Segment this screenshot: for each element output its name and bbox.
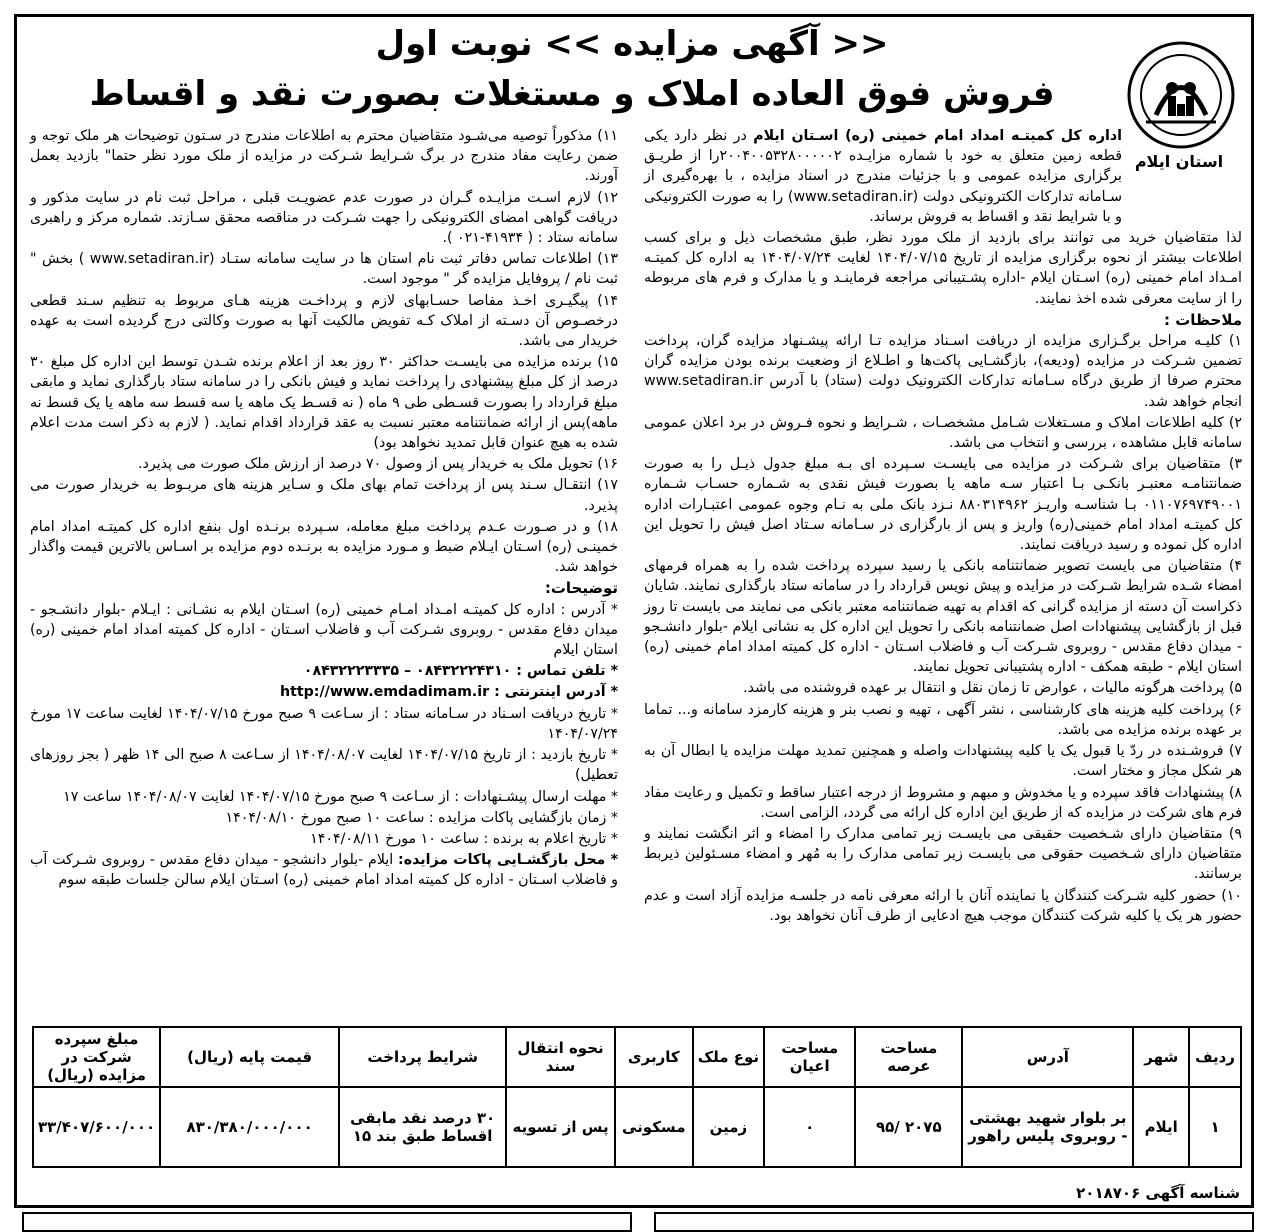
- web-label: * آدرس اینترنتی :: [494, 684, 618, 701]
- note-item: ۱۶) تحویل ملک به خریدار پس از وصول ۷۰ درصد از ارزش ملک صورت می پذیرد.: [138, 456, 618, 473]
- address-line: * آدرس : اداره کل کمیتـه امـداد امـام خمینی (ره) اسـتان ایلام به نشـانی : ایـلام -بلوار دانشـجو - میدان دفاع مقدس - روبروی شـرکت آب و فاضلاب اسـتان - اداره کل کمیته امداد امام خمینی (ره) استان ایلام: [30, 601, 618, 659]
- table-header-row: [33, 1027, 1241, 1087]
- opening-line: [30, 850, 618, 890]
- note-item: ۱) کلیـه مراحل برگـزاری مزایده از دریافت اسـناد مزایده تـا ارائه پیشـنهاد مزایده گران، پرداخت تضمین شـرکت در مزایده (ودیعه)، بازگشـایی پاکت‌ها و اطـلاع از وضعیت برنده بودن مزایده گران محترم صرفا از طریق درگاه سـامانه تدارکات الکترونیک دولت (ستاد) با آدرس www.setadiran.ir انجام خواهد شد.: [644, 333, 1242, 410]
- table-header-cell: آدرس: [962, 1027, 1133, 1087]
- table-cell: ۲۰۷۵ /۹۵: [855, 1087, 962, 1167]
- next-ad-frames: [14, 1212, 1254, 1221]
- table-cell: زمین: [693, 1087, 764, 1167]
- next-ad-frame-right: [654, 1212, 1254, 1232]
- ad-id: شناسه آگهی ۲۰۱۸۷۰۶: [1076, 1184, 1240, 1202]
- note-item: ۱۷) انتقـال سـند پس از پرداخت تمام بهای ملک و سـایر هزینه های مربـوط به خریدار صورت می پذیرد.: [30, 477, 618, 514]
- note-item: ۴) متقاضیان می بایست تصویر ضمانتنامه بانکی یا رسید سپرده پرداخت شده را به همراه فرمهای امضاء شـده شرایط شـرکت در مزایده و پیش نویس قرارداد را در سامانه ستاد بارگذاری نمایند. شایان ذکراست آن دسته از مزایده گرانی که اقدام به تهیه ضمانتنامه معتبر بانکی می نمایند می بایست تا روز قبل از بازگشایی پیشنهادات اصل ضمانتنامه بانکی را تحویل این اداره کل به نشانی ایلام -بلوار دانشـجو - میدان دفاع مقدس - روبروی شـرکت آب و فاضلاب اسـتان - اداره کل کمیته امداد امام خمینی (ره) استان ایلام - طبقه همکف - اداره پشتیبانی تحویل نمایند.: [644, 558, 1242, 676]
- note-item: ۷) فروشـنده در ردّ یا قبول یک یا کلیه پیشنهادات واصله و همچنین تمدید مهلت مزایده یا ابطال آن به هر شکل مجاز و مختار است.: [644, 743, 1242, 780]
- date-line: * مهلت ارسال پیشـنهادات : از سـاعت ۹ صبح مورخ ۱۴۰۴/۰۷/۱۵ لغایت ۱۴۰۴/۰۸/۰۷ ساعت ۱۷: [63, 788, 618, 805]
- property-table: [32, 1026, 1242, 1168]
- note-item: ۵) پرداخت هرگونه مالیات ، عوارض تا زمان نقل و انتقال بر عهده فروشنده می باشد.: [743, 680, 1242, 697]
- note-item: ۱۸) و در صـورت عـدم پرداخت مبلغ معامله، سـپرده برنـده اول بنفع اداره کل کمیتـه امداد امام خمینـی (ره) اسـتان ایـلام ضبط و مـورد مزایده به برنـده دوم مزایده بر اسـاس بالاترین قیمت واگذار خواهد شد.: [30, 518, 618, 576]
- next-ad-frame-left: [22, 1212, 632, 1232]
- table-header-cell: شهر: [1133, 1027, 1189, 1087]
- table-cell: ۳۰ درصد نقد مابقی اقساط طبق بند ۱۵: [339, 1087, 506, 1167]
- note-item: ۶) پرداخت کلیه هزینه های کارشناسی ، نشر آگهی ، تهیه و نصب بنر و هزینه کارمزد سامانه و... تماما بر عهده برنده مزایده می باشد.: [644, 701, 1242, 738]
- notes-title: ملاحظات :: [1163, 310, 1242, 329]
- table-cell: ۸۳۰/۳۸۰/۰۰۰/۰۰۰: [160, 1087, 339, 1167]
- table-header-cell: قیمت پایه (ریال): [160, 1027, 339, 1087]
- note-item: ۳) متقاضیان برای شـرکت در مزایده می بایسـت سـپرده ای بـه مبلغ جدول ذیـل را به صورت ضمانتنامـه معتبـر بانکـی بـا اعتبار سـه ماهه یا بصورت فیش نقدی به شـماره حسـاب شـماره ۰۱۱۰۷۶۹۷۴۹۰۰۱ بـا شناسـه واریـز ۸۸۰۳۱۴۹۶۲ نـزد بانک ملی به نـام وجوه عمومی اعتبـارات اداره کل کمیتـه امداد امام خمینی(ره) واریز و پس از بارگزاری در سـامانه سـتاد اصل فیش را تحویل این اداره کل نموده و رسید دریافت نمایند.: [644, 456, 1243, 554]
- date-line: * تاریخ دریافت اسـناد در سـامانه ستاد : از سـاعت ۹ صبح مورخ ۱۴۰۴/۰۷/۱۵ لغایت ساعت ۱۷ مورخ ۱۴۰۴/۰۷/۲۴: [30, 705, 618, 742]
- headline-title: << آگهی مزایده >> نوبت اول: [375, 24, 889, 64]
- table-header-cell: ردیف: [1189, 1027, 1241, 1087]
- table-cell: ۳۳/۴۰۷/۶۰۰/۰۰۰: [33, 1087, 160, 1167]
- table-header-cell: کاربری: [615, 1027, 693, 1087]
- intro-text: در نظر دارد یکی قطعه زمین متعلق به خود با شماره مزایـده ۲۰۰۴۰۰۵۳۲۸۰۰۰۰۰۲را از طریـق برگزاری مزایده عمومی و با جزئیات مندرج در اسناد مزایده ، با بهره‌گیری از سـامانه تدارکات الکترونیکی دولت (www.setadiran.ir) را به صورت الکترونیکی و با شرایط نقد و اقساط به فروش برساند.: [644, 128, 1123, 225]
- intro-org: اداره کل کمیتـه امداد امام خمینی (ره) اسـتان ایلام: [753, 128, 1122, 144]
- headline-subtitle: فروش فوق العاده املاک و مستغلات بصورت نقد و اقساط: [89, 74, 1055, 114]
- province-label: استان ایلام: [1134, 152, 1224, 171]
- date-line: * تاریخ بازدید : از تاریخ ۱۴۰۴/۰۷/۱۵ لغایت ۱۴۰۴/۰۸/۰۷ از سـاعت ۸ صبح الی ۱۴ ظهر ( بجز روزهای تعطیل): [30, 747, 619, 784]
- date-line: * زمان بازگشایی پاکات مزایده : ساعت ۱۰ صبح مورخ ۱۴۰۴/۰۸/۱۰: [225, 809, 618, 826]
- table-cell: ۰: [764, 1087, 855, 1167]
- note-item: ۹) متقاضیان دارای شـخصیت حقیقی می بایسـت زیر تمامی مدارک را امضاء و اثر انگشت نمایند و متقاضیان دارای شـخصیت حقوقی می بایسـت زیر تمامی مدارک را به مُهر و امضاء مسـئولین ذیربط برسانند.: [644, 825, 1242, 883]
- phone-line: * تلفن تماس : ۰۸۴۳۲۲۲۴۳۱۰ – ۰۸۴۳۲۲۲۳۳۳۵: [303, 663, 618, 680]
- note-item: ۲) کلیه اطلاعات املاک و مسـتغلات شـامل مشخصـات ، شـرایط و نحوه فـروش در برد اعلان عمومی سامانه قابل مشاهده ، بررسی و انتخاب می باشد.: [644, 414, 1242, 452]
- table-cell: پس از تسویه: [506, 1087, 615, 1167]
- intro-paragraph: [644, 126, 1242, 227]
- web-link[interactable]: http://www.emdadimam.ir: [279, 684, 490, 701]
- note-item: ۱۱) مذکوراً توصیه می‌شـود متقاضیان محترم به اطلاعات مندرج در سـتون توضیحات هر ملک توجه و ضمن رعایت مفاد مندرج در برگ شـرایط شـرکت در مزایده از ملک مورد نظر حتما" بازدید بعمل آورند.: [30, 128, 618, 185]
- table-cell: ۱: [1189, 1087, 1241, 1167]
- table-cell: ایلام: [1133, 1087, 1189, 1167]
- desc-title: توضیحات:: [544, 579, 618, 598]
- note-item: ۸) پیشنهادات فاقد سپرده و یا مخدوش و مبهم و مشروط از درجه اعتبار ساقط و تکمیل و رعایت مفاد فرم های شرکت در مزایده که از طریق این اداره کل ارائه می گردد، الزامی است.: [644, 784, 1242, 821]
- table-header-cell: مساحت اعیان: [764, 1027, 855, 1087]
- note-item: ۱۳) اطلاعات تماس دفاتر ثبت نام استان ها در سایت سامانه ستـاد (www.setadiran.ir ) بخش " ثبت نام / پروفایل مزایده گر " موجود است.: [30, 251, 618, 288]
- opening-label: * محل بازگشـایی پاکات مزایده:: [398, 852, 618, 869]
- table-header-cell: مبلغ سپرده شرکت در مزایده (ریال): [33, 1027, 160, 1087]
- right-column: [644, 126, 1242, 927]
- date-line: * تاریخ اعلام به برنده : ساعت ۱۰ مورخ ۱۴۰۴/۰۸/۱۱: [310, 830, 618, 847]
- table-cell: مسکونی: [615, 1087, 693, 1167]
- opening-text: ایلام -بلوار دانشجو - میدان دفاع مقدس - روبروی شـرکت آب و فاضلاب اسـتان - اداره کل کمیته امداد امام خمینی (ره) اسـتان ایلام سالن جلسات طبقه سوم: [30, 852, 618, 889]
- note-item: ۱۵) برنده مزایده می بایسـت حداکثر ۳۰ روز بعد از اعلام برنده شـدن توسط این اداره کل مبلغ ۳۰ درصد از کل مبلغ پیشنهادی را پرداخت نماید و فیش بانکی را در سامانه ستاد بارگذاری نماید و مابقی مبلغ قرارداد را بصورت قسـطی طی ۹ ماه ( نه قسـط یک ماهه یا سه قسط سه ماهه یا یک قسط نه ماهه)پس از ارائه ضمانتنامه معتبر نسبت به عقد قرارداد اقدام نماید. ( لازم به ذکر است مدت اعلام شده به هیچ عنوان قابل تمدید نخواهد بود): [30, 354, 618, 452]
- note-item: ۱۴) پیگیـری اخـذ مفاصا حسـابهای لازم و پرداخـت هزینه هـای مربوط به تنظیم سـند قطعی درخصـوص آن دسـته از املاک کـه تفویض مالکیت آنها به صورت وکالتی درج گردیده است به عهده خریدار می باشد.: [30, 292, 618, 350]
- table-cell: بر بلوار شهید بهشتی - روبروی پلیس راهور: [962, 1087, 1133, 1167]
- table-header-cell: مساحت عرصه: [855, 1027, 962, 1087]
- web-line: [30, 682, 618, 702]
- left-column: [30, 126, 618, 892]
- note-item: ۱۲) لازم اسـت مزایـده گـران در صورت عدم عضویـت قبلی ، مراحل ثبت نام در سایت مذکور و دریافت گواهی امضای الکترونیکی را جهت شـرکت در مناقصه محقق سـازند. شماره مرکز و راهبری سامانه ستاد : ( ۴۱۹۳۴-۰۲۱ ).: [30, 189, 618, 247]
- invite-paragraph: لذا متقاضیان خرید می توانند برای بازدید از ملک مورد نظر، طبق مشخصات ذیل و برای کسب اطلاعات بیشتر از نحوه برگزاری مزایده از تاریخ ۱۴۰۴/۰۷/۱۵ لغایت ۱۴۰۴/۰۷/۲۴ به اداره کل کمیتـه امـداد امام خمینی (ره) اسـتان ایلام -اداره پشـتیبانی مراجعه فرماینـد و یا مدارک و فرم های مربوطه را از سایت معرفی شده اخذ نمایند.: [644, 230, 1242, 307]
- note-item: ۱۰) حضور کلیه شـرکت کنندگان یا نماینده آنان با ارائه معرفی نامه در جلسـه مزایده آزاد است و عدم حضور هر یک یا کلیه شرکت کنندگان موجب هیچ ادعایی از طرف آنان نخواهد بود.: [644, 887, 1242, 924]
- table-header-cell: نوع ملک: [693, 1027, 764, 1087]
- table-row: [33, 1087, 1241, 1167]
- table-header-cell: نحوه انتقال سند: [506, 1027, 615, 1087]
- table-header-cell: شرایط پرداخت: [339, 1027, 506, 1087]
